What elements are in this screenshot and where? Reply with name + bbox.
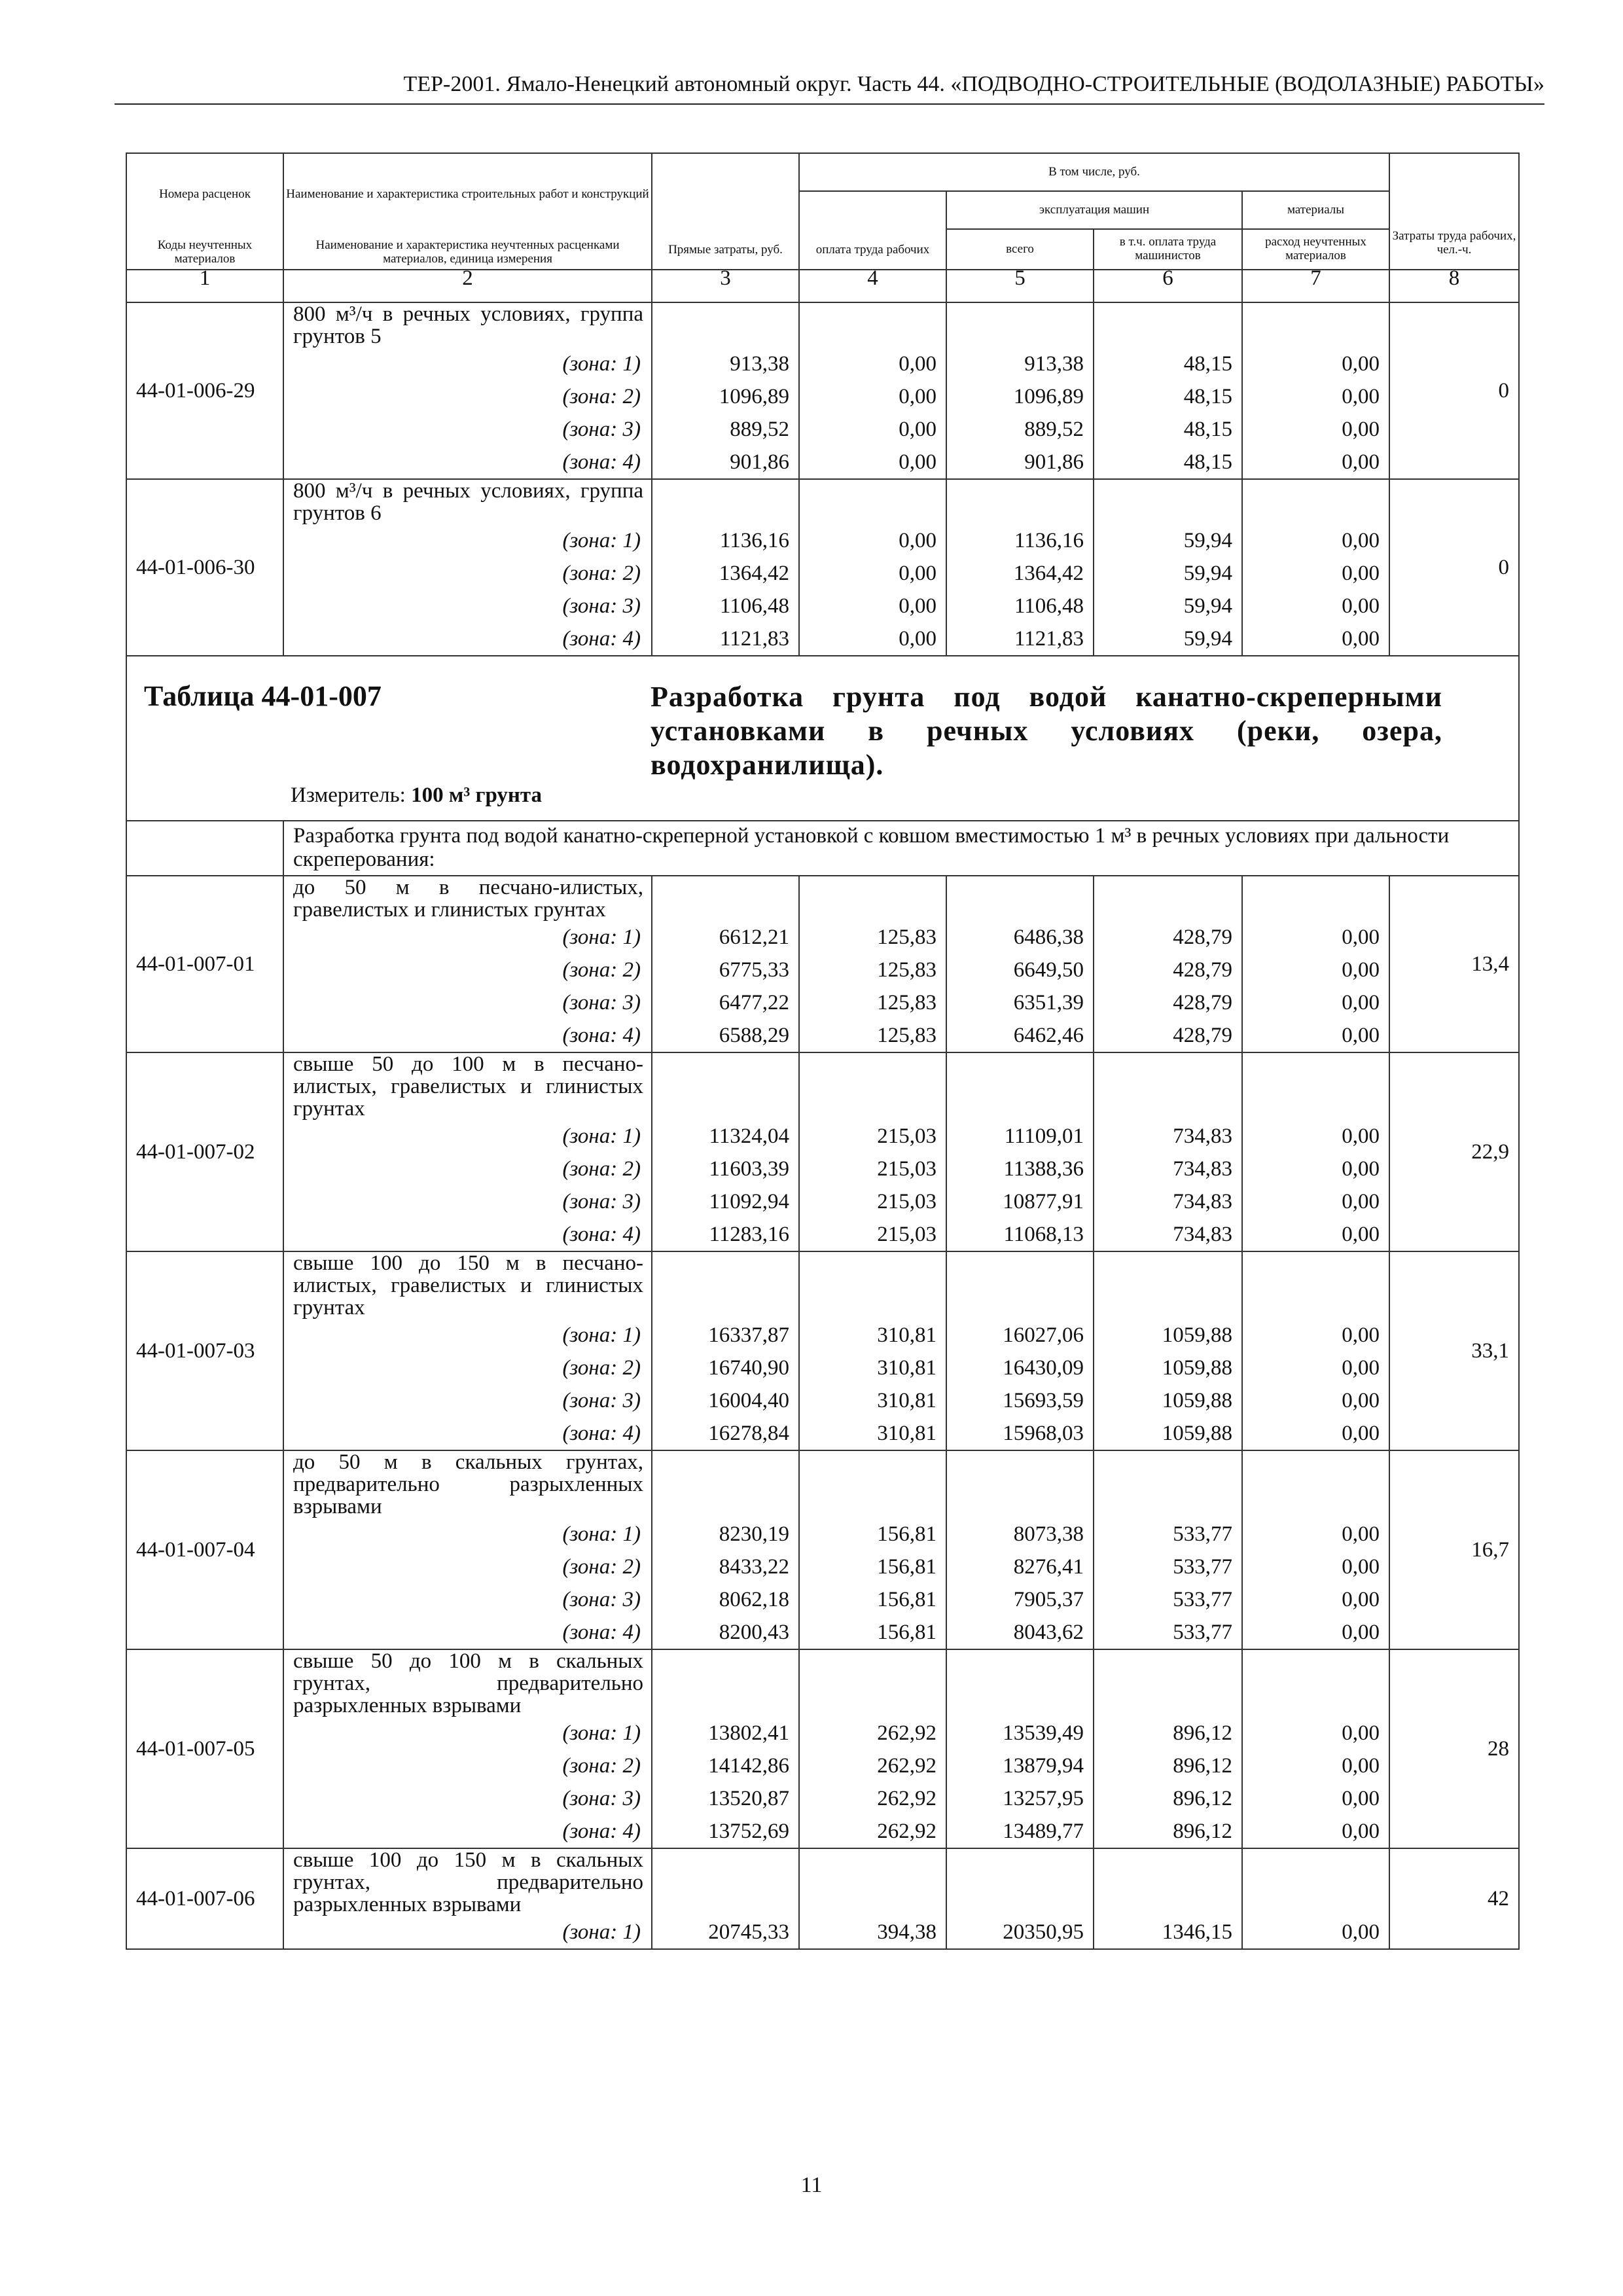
wages-cost: 0,00	[799, 446, 946, 479]
operator-wages: 734,83	[1094, 1218, 1242, 1251]
materials-cost: 0,00	[1242, 1019, 1389, 1052]
table-header	[126, 153, 1519, 302]
column-number: 6	[1094, 270, 1242, 302]
materials-cost: 0,00	[1242, 1717, 1389, 1749]
operator-wages: 1059,88	[1094, 1417, 1242, 1450]
operator-wages: 428,79	[1094, 986, 1242, 1019]
operator-wages: 59,94	[1094, 590, 1242, 622]
machines-total: 13257,95	[946, 1782, 1094, 1815]
direct-cost: 20745,33	[652, 1916, 799, 1949]
machines-total: 11068,13	[946, 1218, 1094, 1251]
materials-cost: 0,00	[1242, 557, 1389, 590]
column-number-row	[126, 270, 1519, 302]
materials-cost: 0,00	[1242, 1352, 1389, 1384]
table-row	[126, 1450, 1519, 1518]
wages-cost: 262,92	[799, 1749, 946, 1782]
materials-cost: 0,00	[1242, 921, 1389, 954]
machines-total: 10877,91	[946, 1185, 1094, 1218]
materials-cost: 0,00	[1242, 1616, 1389, 1649]
wages-cost: 0,00	[799, 590, 946, 622]
zone-row	[126, 557, 1519, 590]
zone-row	[126, 1352, 1519, 1384]
table-title-block	[126, 656, 1519, 821]
col-code-top: Номера расценок	[126, 153, 283, 236]
rates-table	[126, 152, 1520, 1950]
zone-row	[126, 954, 1519, 986]
wages-cost: 394,38	[799, 1916, 946, 1949]
machines-total: 6351,39	[946, 986, 1094, 1019]
materials-cost: 0,00	[1242, 1417, 1389, 1450]
zone-label: (зона: 2)	[283, 1551, 652, 1583]
direct-cost: 11324,04	[652, 1120, 799, 1153]
rate-code: 44-01-007-01	[126, 876, 283, 1052]
direct-cost: 1364,42	[652, 557, 799, 590]
table-title: Разработка грунта под водой канатно-скреперными установками в речных условиях (реки, озера, водохранилища).	[651, 681, 1442, 781]
machines-total: 7905,37	[946, 1583, 1094, 1616]
zone-row	[126, 1916, 1519, 1949]
rate-description: свыше 100 до 150 м в песчано-илистых, гравелистых и глинистых грунтах	[283, 1251, 652, 1319]
zone-label: (зона: 1)	[283, 348, 652, 380]
materials-cost: 0,00	[1242, 1782, 1389, 1815]
zone-row	[126, 1218, 1519, 1251]
zone-row	[126, 446, 1519, 479]
zone-label: (зона: 1)	[283, 921, 652, 954]
zone-label: (зона: 4)	[283, 622, 652, 656]
zone-label: (зона: 1)	[283, 1916, 652, 1949]
materials-cost: 0,00	[1242, 524, 1389, 557]
zone-label: (зона: 4)	[283, 446, 652, 479]
table-number: Таблица 44-01-007	[144, 680, 382, 712]
direct-cost: 1121,83	[652, 622, 799, 656]
operator-wages: 1346,15	[1094, 1916, 1242, 1949]
materials-cost: 0,00	[1242, 413, 1389, 446]
direct-cost: 1106,48	[652, 590, 799, 622]
machines-total: 8276,41	[946, 1551, 1094, 1583]
zone-row	[126, 1815, 1519, 1848]
machines-total: 16027,06	[946, 1319, 1094, 1352]
zone-row	[126, 1616, 1519, 1649]
operator-wages: 1059,88	[1094, 1352, 1242, 1384]
machines-total: 16430,09	[946, 1352, 1094, 1384]
zone-label: (зона: 1)	[283, 1717, 652, 1749]
wages-cost: 310,81	[799, 1352, 946, 1384]
labor-cost: 0	[1389, 479, 1519, 656]
direct-cost: 13520,87	[652, 1782, 799, 1815]
column-number: 2	[283, 270, 652, 302]
direct-cost: 8433,22	[652, 1551, 799, 1583]
materials-cost: 0,00	[1242, 1583, 1389, 1616]
zone-row	[126, 1185, 1519, 1218]
zone-label: (зона: 4)	[283, 1218, 652, 1251]
wages-cost: 156,81	[799, 1616, 946, 1649]
direct-cost: 11283,16	[652, 1218, 799, 1251]
operator-wages: 533,77	[1094, 1583, 1242, 1616]
direct-cost: 6612,21	[652, 921, 799, 954]
machines-total: 6649,50	[946, 954, 1094, 986]
rate-description: свыше 100 до 150 м в скальных грунтах, предварительно разрыхленных взрывами	[283, 1848, 652, 1916]
col-materials-sub: расход неучтенных материалов	[1242, 229, 1389, 270]
zone-label: (зона: 3)	[283, 413, 652, 446]
materials-cost: 0,00	[1242, 1120, 1389, 1153]
rows-before	[126, 302, 1519, 656]
machines-total: 6486,38	[946, 921, 1094, 954]
col-including: В том числе, руб.	[799, 153, 1389, 191]
zone-label: (зона: 1)	[283, 1319, 652, 1352]
labor-cost: 33,1	[1389, 1251, 1519, 1450]
direct-cost: 16004,40	[652, 1384, 799, 1417]
rows-after	[126, 876, 1519, 1949]
wages-cost: 156,81	[799, 1518, 946, 1551]
zone-row	[126, 413, 1519, 446]
wages-cost: 310,81	[799, 1319, 946, 1352]
direct-cost: 8200,43	[652, 1616, 799, 1649]
operator-wages: 734,83	[1094, 1153, 1242, 1185]
zone-row	[126, 1384, 1519, 1417]
operator-wages: 896,12	[1094, 1717, 1242, 1749]
col-name-top: Наименование и характеристика строительных работ и конструкций	[283, 153, 652, 236]
zone-row	[126, 1019, 1519, 1052]
machines-total: 889,52	[946, 413, 1094, 446]
zone-label: (зона: 4)	[283, 1019, 652, 1052]
machines-total: 8073,38	[946, 1518, 1094, 1551]
direct-cost: 6477,22	[652, 986, 799, 1019]
wages-cost: 310,81	[799, 1417, 946, 1450]
materials-cost: 0,00	[1242, 954, 1389, 986]
direct-cost: 6775,33	[652, 954, 799, 986]
operator-wages: 48,15	[1094, 348, 1242, 380]
wages-cost: 0,00	[799, 348, 946, 380]
machines-total: 13489,77	[946, 1815, 1094, 1848]
zone-label: (зона: 3)	[283, 986, 652, 1019]
table-row	[126, 876, 1519, 921]
zone-row	[126, 1749, 1519, 1782]
machines-total: 13539,49	[946, 1717, 1094, 1749]
materials-cost: 0,00	[1242, 1153, 1389, 1185]
zone-label: (зона: 2)	[283, 1153, 652, 1185]
zone-label: (зона: 1)	[283, 1518, 652, 1551]
materials-cost: 0,00	[1242, 1749, 1389, 1782]
rate-description: 800 м³/ч в речных условиях, группа грунтов 6	[283, 479, 652, 524]
operator-wages: 428,79	[1094, 921, 1242, 954]
operator-wages: 533,77	[1094, 1551, 1242, 1583]
zone-row	[126, 348, 1519, 380]
materials-cost: 0,00	[1242, 348, 1389, 380]
zone-row	[126, 1120, 1519, 1153]
machines-total: 20350,95	[946, 1916, 1094, 1949]
wages-cost: 0,00	[799, 380, 946, 413]
col-total: всего	[946, 229, 1094, 270]
zone-row	[126, 1319, 1519, 1352]
zone-label: (зона: 2)	[283, 557, 652, 590]
materials-cost: 0,00	[1242, 1518, 1389, 1551]
machines-total: 901,86	[946, 446, 1094, 479]
rate-description: свыше 50 до 100 м в песчано-илистых, гравелистых и глинистых грунтах	[283, 1052, 652, 1120]
direct-cost: 14142,86	[652, 1749, 799, 1782]
table-row	[126, 1251, 1519, 1319]
col-direct: Прямые затраты, руб.	[652, 153, 799, 270]
rate-code: 44-01-007-02	[126, 1052, 283, 1251]
operator-wages: 428,79	[1094, 954, 1242, 986]
wages-cost: 215,03	[799, 1153, 946, 1185]
wages-cost: 262,92	[799, 1782, 946, 1815]
wages-cost: 310,81	[799, 1384, 946, 1417]
materials-cost: 0,00	[1242, 1551, 1389, 1583]
page-number: 11	[800, 2173, 823, 2197]
zone-row	[126, 1583, 1519, 1616]
operator-wages: 59,94	[1094, 622, 1242, 656]
machines-total: 15968,03	[946, 1417, 1094, 1450]
operator-wages: 533,77	[1094, 1518, 1242, 1551]
rate-description: до 50 м в песчано-илистых, гравелистых и глинистых грунтах	[283, 876, 652, 921]
zone-label: (зона: 2)	[283, 380, 652, 413]
zone-row	[126, 1518, 1519, 1551]
direct-cost: 889,52	[652, 413, 799, 446]
zone-label: (зона: 3)	[283, 1384, 652, 1417]
page-header: ТЕР-2001. Ямало-Ненецкий автономный округ. Часть 44. «ПОДВОДНО-СТРОИТЕЛЬНЫЕ (ВОДОЛАЗНЫЕ) РАБОТЫ»	[403, 72, 1544, 96]
zone-row	[126, 921, 1519, 954]
col-name-bottom: Наименование и характеристика неучтенных расценками материалов, единица измерения	[283, 236, 652, 270]
rate-code: 44-01-007-05	[126, 1649, 283, 1848]
machines-total: 8043,62	[946, 1616, 1094, 1649]
direct-cost: 13752,69	[652, 1815, 799, 1848]
table-row	[126, 1052, 1519, 1120]
operator-wages: 48,15	[1094, 413, 1242, 446]
wages-cost: 215,03	[799, 1120, 946, 1153]
zone-label: (зона: 4)	[283, 1815, 652, 1848]
wages-cost: 125,83	[799, 986, 946, 1019]
col-wages: оплата труда рабочих	[799, 191, 946, 270]
table-row	[126, 302, 1519, 348]
operator-wages: 428,79	[1094, 1019, 1242, 1052]
column-number: 1	[126, 270, 283, 302]
col-materials: материалы	[1242, 191, 1389, 229]
wages-cost: 125,83	[799, 921, 946, 954]
wages-cost: 262,92	[799, 1717, 946, 1749]
section-title: Разработка грунта под водой канатно-скреперной установкой с ковшом вместимостью 1 м³ в речных условиях при дальности скреперования:	[283, 821, 1519, 876]
labor-cost: 0	[1389, 302, 1519, 479]
operator-wages: 1059,88	[1094, 1384, 1242, 1417]
zone-label: (зона: 3)	[283, 1782, 652, 1815]
wages-cost: 0,00	[799, 622, 946, 656]
machines-total: 15693,59	[946, 1384, 1094, 1417]
machines-total: 1136,16	[946, 524, 1094, 557]
materials-cost: 0,00	[1242, 1815, 1389, 1848]
operator-wages: 59,94	[1094, 524, 1242, 557]
zone-label: (зона: 3)	[283, 590, 652, 622]
materials-cost: 0,00	[1242, 1384, 1389, 1417]
zone-label: (зона: 2)	[283, 1352, 652, 1384]
materials-cost: 0,00	[1242, 1319, 1389, 1352]
operator-wages: 48,15	[1094, 446, 1242, 479]
column-number: 3	[652, 270, 799, 302]
table-block	[126, 656, 1519, 876]
wages-cost: 262,92	[799, 1815, 946, 1848]
operator-wages: 48,15	[1094, 380, 1242, 413]
rate-description: 800 м³/ч в речных условиях, группа грунтов 5	[283, 302, 652, 348]
col-operator: в т.ч. оплата труда машинистов	[1094, 229, 1242, 270]
machines-total: 6462,46	[946, 1019, 1094, 1052]
operator-wages: 734,83	[1094, 1185, 1242, 1218]
materials-cost: 0,00	[1242, 590, 1389, 622]
wages-cost: 0,00	[799, 524, 946, 557]
machines-total: 11388,36	[946, 1153, 1094, 1185]
zone-label: (зона: 2)	[283, 1749, 652, 1782]
operator-wages: 533,77	[1094, 1616, 1242, 1649]
operator-wages: 896,12	[1094, 1782, 1242, 1815]
wages-cost: 0,00	[799, 413, 946, 446]
zone-row	[126, 622, 1519, 656]
machines-total: 913,38	[946, 348, 1094, 380]
operator-wages: 896,12	[1094, 1815, 1242, 1848]
meter-value: 100 м³ грунта	[411, 783, 543, 807]
machines-total: 1096,89	[946, 380, 1094, 413]
col-machines: эксплуатация машин	[946, 191, 1242, 229]
zone-row	[126, 380, 1519, 413]
direct-cost: 8230,19	[652, 1518, 799, 1551]
direct-cost: 913,38	[652, 348, 799, 380]
materials-cost: 0,00	[1242, 446, 1389, 479]
meter-label: Измеритель:	[291, 783, 412, 807]
table-row	[126, 1649, 1519, 1717]
zone-row	[126, 1782, 1519, 1815]
column-number: 5	[946, 270, 1094, 302]
labor-cost: 16,7	[1389, 1450, 1519, 1649]
zone-label: (зона: 1)	[283, 1120, 652, 1153]
wages-cost: 156,81	[799, 1583, 946, 1616]
table-row	[126, 1848, 1519, 1916]
zone-row	[126, 590, 1519, 622]
direct-cost: 11092,94	[652, 1185, 799, 1218]
materials-cost: 0,00	[1242, 1916, 1389, 1949]
direct-cost: 16337,87	[652, 1319, 799, 1352]
materials-cost: 0,00	[1242, 986, 1389, 1019]
direct-cost: 11603,39	[652, 1153, 799, 1185]
zone-label: (зона: 2)	[283, 954, 652, 986]
wages-cost: 215,03	[799, 1185, 946, 1218]
column-number: 8	[1389, 270, 1519, 302]
operator-wages: 59,94	[1094, 557, 1242, 590]
zone-label: (зона: 4)	[283, 1616, 652, 1649]
operator-wages: 734,83	[1094, 1120, 1242, 1153]
wages-cost: 0,00	[799, 557, 946, 590]
zone-row	[126, 524, 1519, 557]
wages-cost: 215,03	[799, 1218, 946, 1251]
operator-wages: 1059,88	[1094, 1319, 1242, 1352]
col-code-bottom: Коды неучтенных материалов	[126, 236, 283, 270]
operator-wages: 896,12	[1094, 1749, 1242, 1782]
labor-cost: 22,9	[1389, 1052, 1519, 1251]
labor-cost: 28	[1389, 1649, 1519, 1848]
materials-cost: 0,00	[1242, 380, 1389, 413]
labor-cost: 42	[1389, 1848, 1519, 1949]
header-rule	[115, 103, 1544, 105]
direct-cost: 16278,84	[652, 1417, 799, 1450]
direct-cost: 1136,16	[652, 524, 799, 557]
labor-cost: 13,4	[1389, 876, 1519, 1052]
direct-cost: 6588,29	[652, 1019, 799, 1052]
zone-label: (зона: 3)	[283, 1185, 652, 1218]
wages-cost: 156,81	[799, 1551, 946, 1583]
direct-cost: 13802,41	[652, 1717, 799, 1749]
zone-row	[126, 1417, 1519, 1450]
machines-total: 13879,94	[946, 1749, 1094, 1782]
col-labor: Затраты труда рабочих, чел.-ч.	[1389, 153, 1519, 270]
rate-code: 44-01-007-03	[126, 1251, 283, 1450]
machines-total: 1121,83	[946, 622, 1094, 656]
zone-row	[126, 1717, 1519, 1749]
direct-cost: 901,86	[652, 446, 799, 479]
machines-total: 1106,48	[946, 590, 1094, 622]
wages-cost: 125,83	[799, 954, 946, 986]
materials-cost: 0,00	[1242, 622, 1389, 656]
column-number: 4	[799, 270, 946, 302]
materials-cost: 0,00	[1242, 1218, 1389, 1251]
zone-row	[126, 1551, 1519, 1583]
zone-label: (зона: 4)	[283, 1417, 652, 1450]
rate-code: 44-01-006-29	[126, 302, 283, 479]
machines-total: 11109,01	[946, 1120, 1094, 1153]
rate-code: 44-01-006-30	[126, 479, 283, 656]
zone-row	[126, 1153, 1519, 1185]
zone-row	[126, 986, 1519, 1019]
rate-description: до 50 м в скальных грунтах, предварительно разрыхленных взрывами	[283, 1450, 652, 1518]
meter	[291, 782, 542, 808]
direct-cost: 16740,90	[652, 1352, 799, 1384]
direct-cost: 1096,89	[652, 380, 799, 413]
direct-cost: 8062,18	[652, 1583, 799, 1616]
zone-label: (зона: 3)	[283, 1583, 652, 1616]
table-row	[126, 479, 1519, 524]
rate-code: 44-01-007-04	[126, 1450, 283, 1649]
rate-description: свыше 50 до 100 м в скальных грунтах, предварительно разрыхленных взрывами	[283, 1649, 652, 1717]
column-number: 7	[1242, 270, 1389, 302]
wages-cost: 125,83	[799, 1019, 946, 1052]
zone-label: (зона: 1)	[283, 524, 652, 557]
rate-code: 44-01-007-06	[126, 1848, 283, 1949]
materials-cost: 0,00	[1242, 1185, 1389, 1218]
machines-total: 1364,42	[946, 557, 1094, 590]
